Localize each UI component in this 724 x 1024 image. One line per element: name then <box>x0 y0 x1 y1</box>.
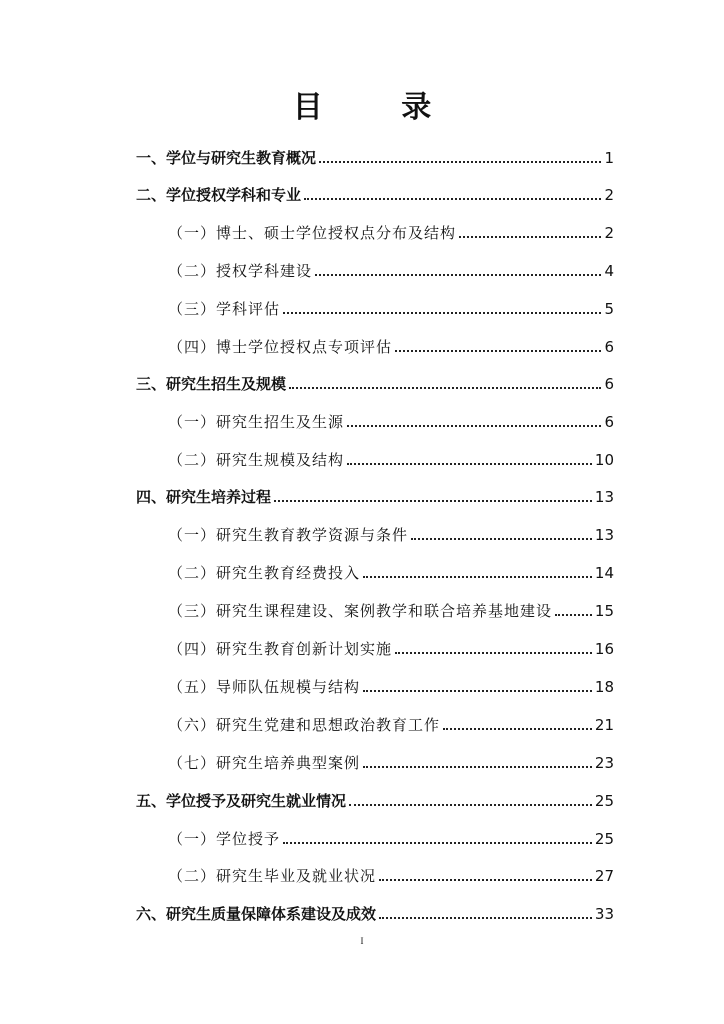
dot-leader <box>379 879 592 881</box>
toc-entry-page: 21 <box>594 716 614 734</box>
toc-entry-page: 6 <box>604 413 614 431</box>
dot-leader <box>347 463 592 465</box>
toc-entry-page: 6 <box>604 338 614 356</box>
toc-entry[interactable] <box>168 446 614 470</box>
dot-leader <box>283 842 592 844</box>
toc-entry-page: 4 <box>604 262 614 280</box>
toc-entry-label: （四）研究生教育创新计划实施 <box>168 640 393 658</box>
toc-entry[interactable] <box>136 787 614 811</box>
toc-entry-page: 23 <box>594 754 614 772</box>
dot-leader <box>283 312 601 314</box>
toc-entry[interactable] <box>136 370 614 394</box>
toc-entry-label: （一）研究生教育教学资源与条件 <box>168 526 409 544</box>
toc-entry-page: 25 <box>594 792 614 810</box>
dot-leader <box>274 500 592 502</box>
dot-leader <box>411 538 592 540</box>
toc-entry-label: 四、研究生培养过程 <box>136 488 272 506</box>
toc-entry-label: （二）研究生教育经费投入 <box>168 564 361 582</box>
toc-entry-label: （二）研究生毕业及就业状况 <box>168 867 377 885</box>
toc-entry-label: 六、研究生质量保障体系建设及成效 <box>136 905 377 923</box>
toc-entry-page: 25 <box>594 830 614 848</box>
toc-entry-page: 5 <box>604 300 614 318</box>
toc-entry-page: 27 <box>594 867 614 885</box>
toc-entry[interactable] <box>168 635 614 659</box>
dot-leader <box>319 161 601 163</box>
toc-entry[interactable] <box>136 900 614 924</box>
dot-leader <box>459 236 601 238</box>
toc-entry-label: 一、学位与研究生教育概况 <box>136 149 317 167</box>
toc-entry-label: （一）研究生招生及生源 <box>168 413 345 431</box>
toc-entry-label: 三、研究生招生及规模 <box>136 375 287 393</box>
toc-entry[interactable] <box>168 295 614 319</box>
toc-entry[interactable] <box>136 181 614 205</box>
toc-entry[interactable] <box>136 144 614 168</box>
toc-entry[interactable] <box>168 408 614 432</box>
toc-entry-page: 16 <box>594 640 614 658</box>
dot-leader <box>363 690 592 692</box>
toc-entry-page: 13 <box>594 488 614 506</box>
toc-entry-label: 二、学位授权学科和专业 <box>136 186 302 204</box>
dot-leader <box>395 652 592 654</box>
dot-leader <box>379 917 592 919</box>
dot-leader <box>363 576 592 578</box>
toc-entry-page: 14 <box>594 564 614 582</box>
dot-leader <box>443 728 592 730</box>
dot-leader <box>349 804 592 806</box>
dot-leader <box>363 766 592 768</box>
toc-entry-label: （三）研究生课程建设、案例教学和联合培养基地建设 <box>168 602 553 620</box>
toc-entry[interactable] <box>168 825 614 849</box>
toc-entry-page: 1 <box>604 149 614 167</box>
toc-entry[interactable] <box>168 559 614 583</box>
toc-entry-page: 6 <box>604 375 614 393</box>
dot-leader <box>289 387 601 389</box>
toc-entry-page: 2 <box>604 224 614 242</box>
toc-entry-page: 2 <box>604 186 614 204</box>
toc-entry-label: 五、学位授予及研究生就业情况 <box>136 792 347 810</box>
toc-entry-page: 13 <box>594 526 614 544</box>
toc-entry[interactable] <box>168 333 614 357</box>
toc-entry-label: （七）研究生培养典型案例 <box>168 754 361 772</box>
toc-entry[interactable] <box>168 862 614 886</box>
toc-entry-page: 10 <box>594 451 614 469</box>
toc-entry[interactable] <box>168 521 614 545</box>
toc-entry-page: 15 <box>594 602 614 620</box>
page-title: 目 录 <box>292 90 466 125</box>
toc-entry-label: （五）导师队伍规模与结构 <box>168 678 361 696</box>
dot-leader <box>315 274 601 276</box>
toc-entry-label: （六）研究生党建和思想政治教育工作 <box>168 716 441 734</box>
page-number: I <box>360 936 364 946</box>
dot-leader <box>555 614 592 616</box>
toc-entry[interactable] <box>136 483 614 507</box>
toc-entry-label: （二）研究生规模及结构 <box>168 451 345 469</box>
toc-entry-label: （二）授权学科建设 <box>168 262 313 280</box>
toc-entry-page: 18 <box>594 678 614 696</box>
toc-entry-page: 33 <box>594 905 614 923</box>
toc-entry[interactable] <box>168 219 614 243</box>
toc-entry[interactable] <box>168 597 614 621</box>
toc-entry-label: （三）学科评估 <box>168 300 281 318</box>
dot-leader <box>347 425 601 427</box>
toc-entry-label: （一）学位授予 <box>168 830 281 848</box>
toc-entry[interactable] <box>168 257 614 281</box>
toc-entry[interactable] <box>168 673 614 697</box>
toc-entry-label: （一）博士、硕士学位授权点分布及结构 <box>168 224 457 242</box>
dot-leader <box>395 350 601 352</box>
dot-leader <box>304 198 601 200</box>
toc-entry-label: （四）博士学位授权点专项评估 <box>168 338 393 356</box>
toc-entry[interactable] <box>168 711 614 735</box>
toc-entry[interactable] <box>168 749 614 773</box>
